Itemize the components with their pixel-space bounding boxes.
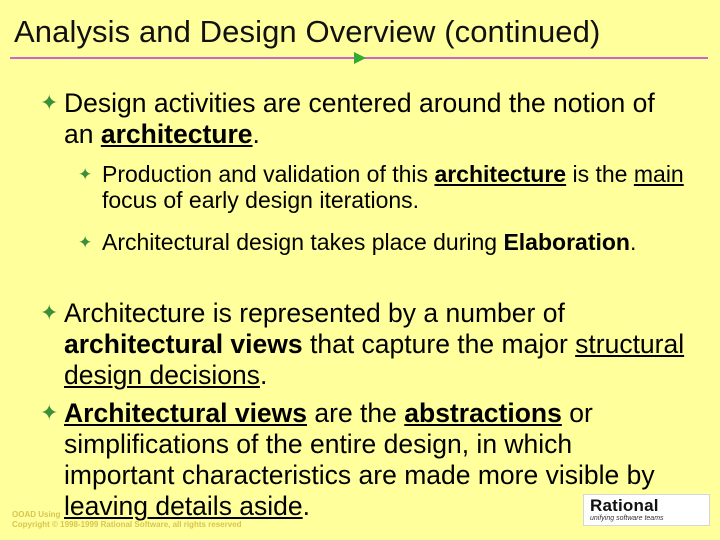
bullet-text: Architecture is represented by a number of architectural views that capture the major structural design decisions. bbox=[64, 298, 685, 390]
sub-bullet-text: Architectural design takes place during Elaboration. bbox=[102, 229, 637, 255]
sub-bullet-text: Production and validation of this architecture is the main focus of early design iterations. bbox=[102, 161, 684, 213]
bullet-diamond-icon: ✦ bbox=[40, 400, 59, 425]
sub-bullet-item bbox=[78, 161, 698, 213]
sub-bullet-item bbox=[78, 229, 698, 255]
footer-line-1: OOAD Using bbox=[12, 510, 61, 519]
bullet-item bbox=[40, 298, 685, 391]
bullet-text: Design activities are centered around the notion of an architecture. bbox=[64, 88, 655, 149]
footer-line-2: Copyright © 1998-1999 Rational Software, all rights reserved bbox=[12, 520, 242, 529]
rational-logo bbox=[583, 494, 710, 526]
logo-name: Rational bbox=[590, 496, 659, 515]
bullet-text: Architectural views are the abstractions or simplifications of the entire design, in which important characteristics are made more visible by leaving details aside. bbox=[64, 398, 655, 521]
bullet-item bbox=[40, 88, 680, 150]
slide-title: Analysis and Design Overview (continued) bbox=[14, 14, 601, 49]
bullet-diamond-icon: ✦ bbox=[40, 300, 59, 325]
bullet-diamond-icon: ✦ bbox=[40, 90, 59, 115]
bullet-diamond-icon: ✦ bbox=[78, 165, 93, 184]
play-arrow-icon bbox=[354, 52, 366, 64]
footer-copyright bbox=[12, 510, 242, 530]
logo-tagline: unifying software teams bbox=[590, 515, 664, 522]
bullet-diamond-icon: ✦ bbox=[78, 233, 93, 252]
